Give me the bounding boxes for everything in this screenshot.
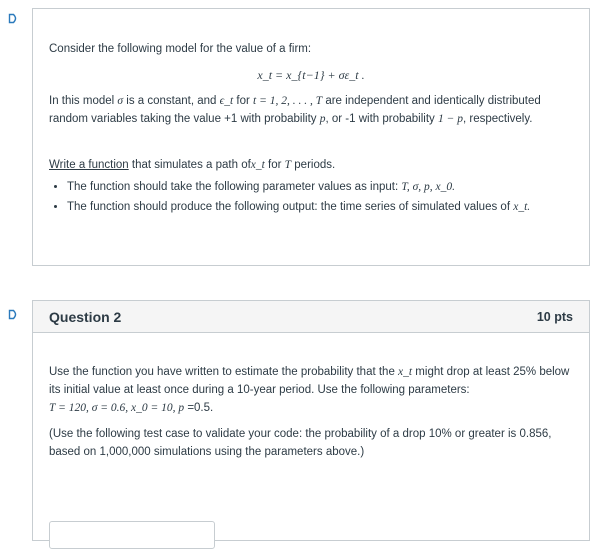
question-header (33, 301, 589, 333)
task-statement: Write a function that simulates a path ofx_t for T periods. (49, 159, 336, 171)
question-1-card (32, 8, 590, 266)
flag-question-icon[interactable] (8, 13, 19, 24)
list-item: • The function should take the following parameter values as input: T, σ, p, x_0. (67, 178, 573, 196)
question-2-card (32, 300, 590, 541)
question-title: Question 2 (49, 308, 122, 325)
question-2-prompt: Use the function you have written to estimate the probability that the x_t might drop at least 25% below its initial value at least once during a 10-year period. Use the following parameters: T = 120, σ = 0.6, x_0 = 10, p =0.5. (49, 366, 570, 414)
list-item: • The function should produce the following output: the time series of simulated values of x_t. (67, 198, 573, 216)
model-intro: Consider the following model for the value of a firm: (49, 43, 312, 55)
model-equation: x_t = x_{t−1} + σε_t . (257, 68, 365, 82)
test-case-note: (Use the following test case to validate your code: the probability of a drop 10% or greater is 0.856, based on 1,000,000 simulations using the parameters above.) (49, 428, 552, 458)
write-function-link: Write a function (49, 159, 129, 171)
question-points: 10 pts (536, 309, 573, 324)
answer-input[interactable] (49, 521, 215, 549)
model-description: In this model σ is a constant, and ϵ_t for t = 1, 2, . . . , T are independent and identically distributed random variables taking the value +1 with probability p, or -1 with probability 1 − p, respectively. (49, 95, 541, 125)
requirements-list (49, 178, 573, 216)
flag-question-icon[interactable] (8, 309, 19, 320)
